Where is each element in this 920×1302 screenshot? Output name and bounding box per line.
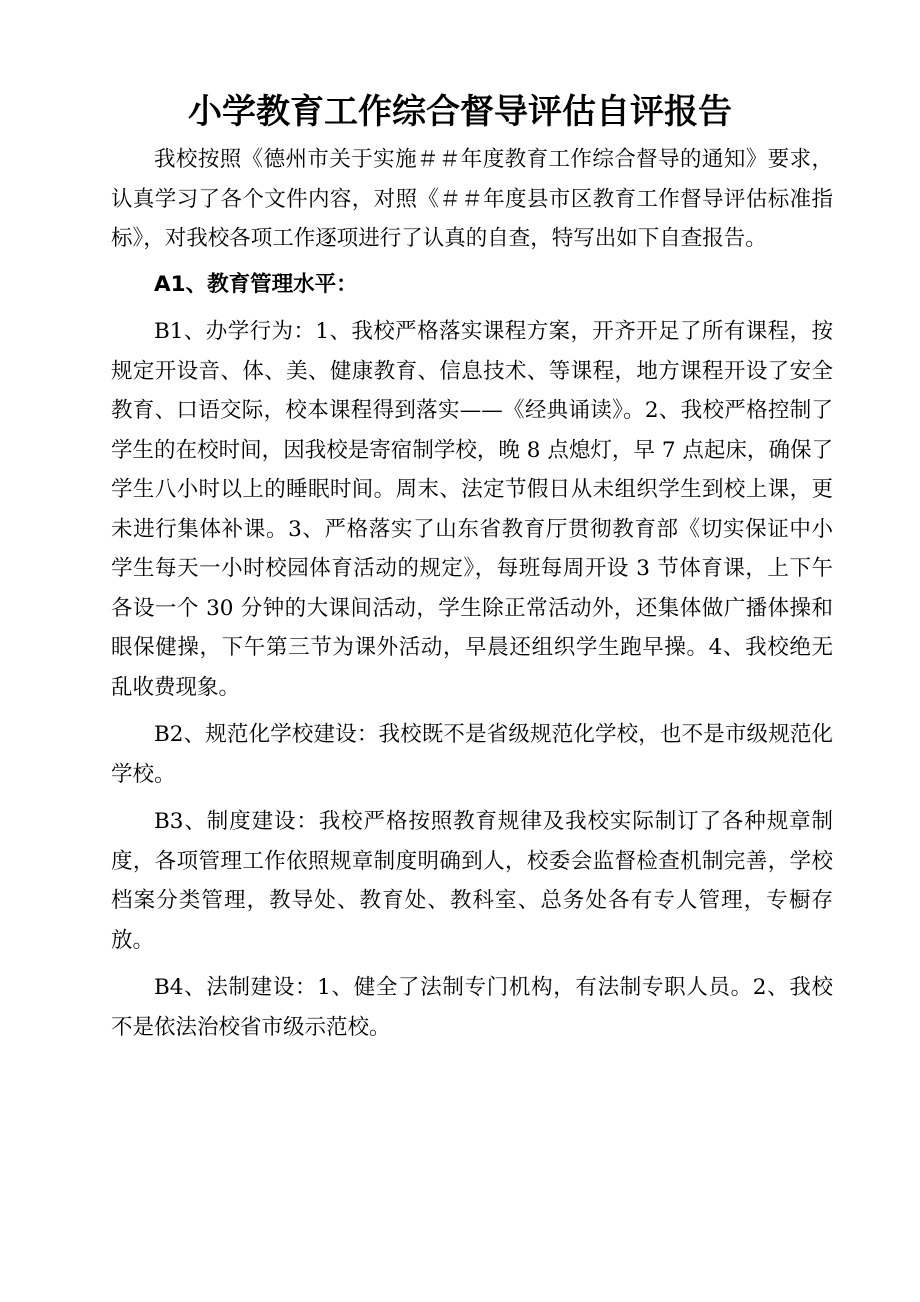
intro-paragraph: 我校按照《德州市关于实施＃＃年度教育工作综合督导的通知》要求，认真学习了各个文件内容，对照《＃＃年度县市区教育工作督导评估标准指标》，对我校各项工作逐项进行了认真的自查，特写出如下自查报告。 (111, 147, 833, 251)
paragraph-b2: B2、规范化学校建设：我校既不是省级规范化学校，也不是市级规范化学校。 (111, 722, 833, 787)
paragraph-b3: B3、制度建设：我校严格按照教育规律及我校实际制订了各种规章制度，各项管理工作依照规章制度明确到人，校委会监督检查机制完善，学校档案分类管理，教导处、教育处、教科室、总务处各有专人管理，专橱存放。 (111, 809, 833, 953)
paragraph-b1: B1、办学行为：1、我校严格落实课程方案，开齐开足了所有课程，按规定开设音、体、美、健康教育、信息技术、等课程，地方课程开设了安全教育、口语交际，校本课程得到落实——《经典诵读》。2、我校严格控制了学生的在校时间，因我校是寄宿制学校，晚 8 点熄灯，早 7 点起床，确保了学生八小时以上的睡眠时间。周末、法定节假日从未组织学生到校上课，更未进行集体补课。3、严格落实了山东省教育厅贯彻教育部《切实保证中小学生每天一小时校园体育活动的规定》，每班每周开设 3 节体育课，上下午各设一个 30 分钟的大课间活动，学生除正常活动外，还集体做广播体操和眼保健操，下午第三节为课外活动，早晨还组织学生跑早操。4、我校绝无乱收费现象。 (111, 319, 833, 700)
paragraph-b4: B4、法制建设：1、健全了法制专门机构，有法制专职人员。2、我校不是依法治校省市级示范校。 (111, 975, 833, 1040)
section-heading-a1: A1、教育管理水平： (154, 271, 358, 297)
document-title: 小学教育工作综合督导评估自评报告 (188, 92, 732, 132)
document-body (111, 140, 833, 1047)
